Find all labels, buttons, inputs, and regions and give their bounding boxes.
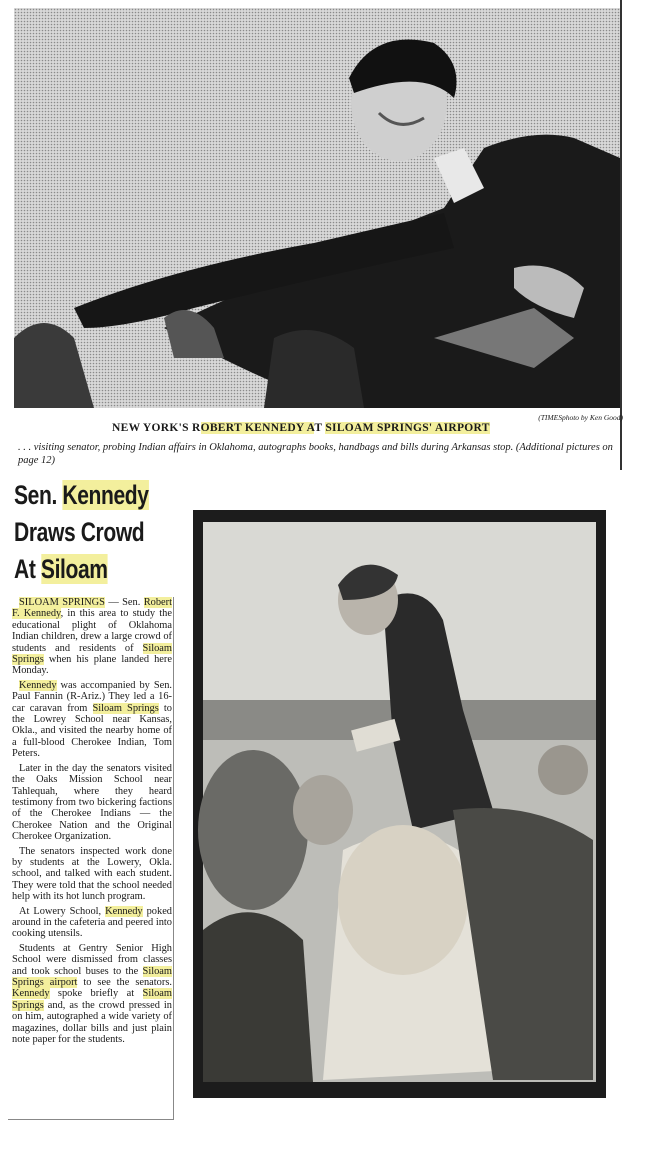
article-text: poked around in the cafeteria and peered into cooking utensils.: [12, 905, 172, 940]
article-text: Students at Gentry Senior High School were dismissed from classes and took school buses to the: [12, 942, 172, 977]
article-text: spoke briefly at: [49, 988, 143, 1000]
article-text: to see the senators.: [77, 977, 172, 988]
top-photo: [14, 8, 620, 408]
article-text: — Sen.: [104, 597, 144, 608]
caption-body: . . . visiting senator, probing Indian affairs in Oklahoma, autographs books, handbags and bills during Arkansas stop. (Additional pictures on page 12): [18, 442, 613, 466]
article-headline: [14, 477, 170, 588]
caption-part-2: OBERT KENNEDY: [200, 422, 305, 434]
highlighted-term: Kennedy: [12, 988, 50, 1000]
article-text: Later in the day the senators visited the Oaks Mission School near Tahlequah, where they heard testimony from two bickering factions of the Cherokee Indians — the Cherokee Nation and the Original Cherokee Organization.: [12, 762, 172, 843]
article-text: , in this area to study the educational plight of Oklahoma Indian children, drew a large crowd of students and residents of: [12, 608, 172, 654]
article-text: The senators inspected work done by students at the Lowery, Okla. school, and talked with each student. They were told that the school needed help with its hot lunch program.: [12, 845, 172, 903]
article-paragraph: [12, 906, 172, 940]
caption-part-1: NEW YORK'S R: [112, 422, 201, 434]
article-paragraph: [12, 943, 172, 1046]
photo-kennedy-signing-autographs-icon: [193, 510, 606, 1098]
article-paragraph: [12, 680, 172, 760]
highlighted-term: SILOAM SPRINGS: [19, 597, 105, 608]
headline-line-1: Sen. Kennedy: [14, 480, 149, 510]
right-border-rule: [620, 0, 622, 470]
caption-headline: [112, 422, 632, 434]
article-text: when his plane landed here Monday.: [12, 654, 172, 677]
bottom-photo: [193, 510, 606, 1098]
highlighted-term: Siloam Springs: [12, 642, 172, 666]
caption-part-5: SILOAM SPRINGS' AIRPORT: [325, 422, 490, 434]
highlighted-term: Siloam Springs airport: [12, 965, 172, 988]
photo-credit: (TIMESphoto by Ken Good): [538, 413, 623, 422]
article-paragraph: [12, 846, 172, 903]
highlighted-term: Kennedy: [105, 905, 143, 917]
highlighted-term: Kennedy: [19, 679, 57, 691]
caption-part-4: T: [314, 422, 326, 434]
article-paragraph: [12, 763, 172, 843]
caption-part-3: A: [304, 422, 315, 434]
article-text: and, as the crowd pressed in on him, autographed a wide variety of magazines, dollar bills and just plain note paper for the students.: [12, 999, 172, 1046]
article-text: to the Lowrey School near Kansas, Okla., and visited the nearby home of a full-blood Cherokee Indian, Tom Peters.: [12, 702, 172, 760]
photo-kennedy-handshakes-icon: [14, 8, 620, 408]
article-text: At Lowery School,: [19, 905, 106, 917]
highlighted-term: Siloam Springs: [92, 702, 159, 714]
highlighted-term: Siloam Springs: [12, 988, 172, 1011]
article-text: was accompanied by Sen. Paul Fannin (R-Ariz.) They led a 16-car caravan from: [12, 679, 172, 714]
headline-line-2: Draws Crowd: [14, 517, 145, 547]
headline-line-3: At Siloam: [14, 554, 108, 584]
article-body: [12, 597, 172, 1048]
highlighted-term: Robert F. Kennedy: [12, 597, 172, 620]
article-paragraph: [12, 597, 172, 677]
